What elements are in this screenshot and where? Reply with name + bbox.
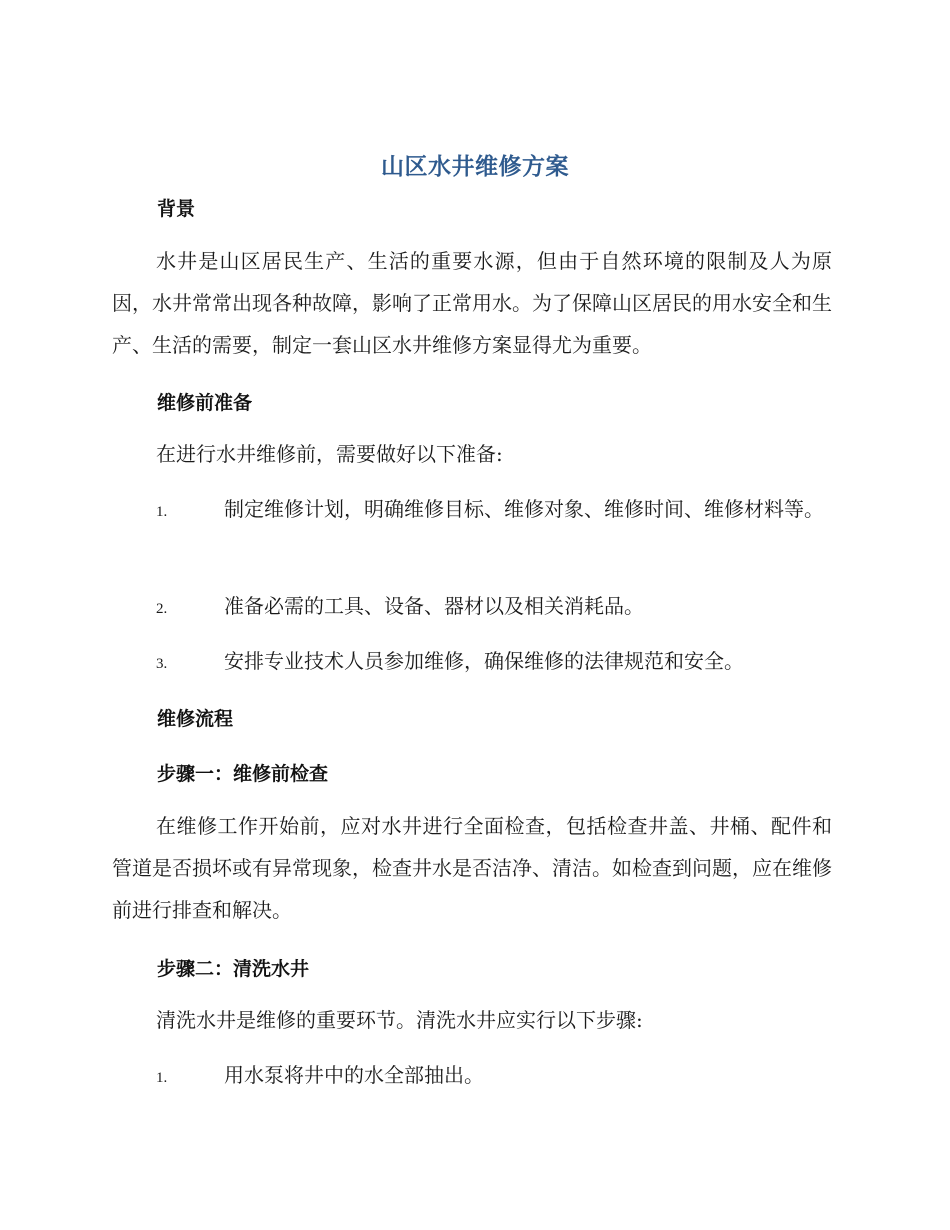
section-heading-preparation: 维修前准备 <box>157 392 253 414</box>
list-item-text: 用水泵将井中的水全部抽出。 <box>224 1063 484 1087</box>
step2-intro: 清洗水井是维修的重要环节。清洗水井应实行以下步骤: <box>156 1008 643 1032</box>
list-item <box>112 488 832 533</box>
list-item <box>112 1054 832 1099</box>
preparation-intro: 在进行水井维修前，需要做好以下准备: <box>156 442 503 466</box>
list-item <box>112 585 832 630</box>
list-item-number: 2. <box>156 601 168 617</box>
list-item <box>112 640 832 685</box>
section-heading-process: 维修流程 <box>157 708 234 730</box>
list-item-number: 3. <box>156 656 168 672</box>
list-item-number: 1. <box>156 1070 168 1086</box>
step2-heading: 步骤二：清洗水井 <box>157 958 310 980</box>
document-title: 山区水井维修方案 <box>381 154 569 180</box>
list-item-text: 准备必需的工具、设备、器材以及相关消耗品。 <box>224 594 644 618</box>
list-item-text: 制定维修计划，明确维修目标、维修对象、维修时间、维修材料等。 <box>224 497 824 521</box>
list-item-text: 安排专业技术人员参加维修，确保维修的法律规范和安全。 <box>224 649 744 673</box>
step1-paragraph: 在维修工作开始前，应对水井进行全面检查，包括检查井盖、井桶、配件和管道是否损坏或有异常现象，检查井水是否洁净、清洁。如检查到问题，应在维修前进行排查和解决。 <box>112 814 832 922</box>
background-paragraph: 水井是山区居民生产、生活的重要水源，但由于自然环境的限制及人为原因，水井常常出现各种故障，影响了正常用水。为了保障山区居民的用水安全和生产、生活的需要，制定一套山区水井维修方案显得尤为重要。 <box>112 249 832 357</box>
step1-heading: 步骤一：维修前检查 <box>157 763 329 785</box>
section-heading-background: 背景 <box>157 198 196 220</box>
list-item-number: 1. <box>156 504 168 520</box>
